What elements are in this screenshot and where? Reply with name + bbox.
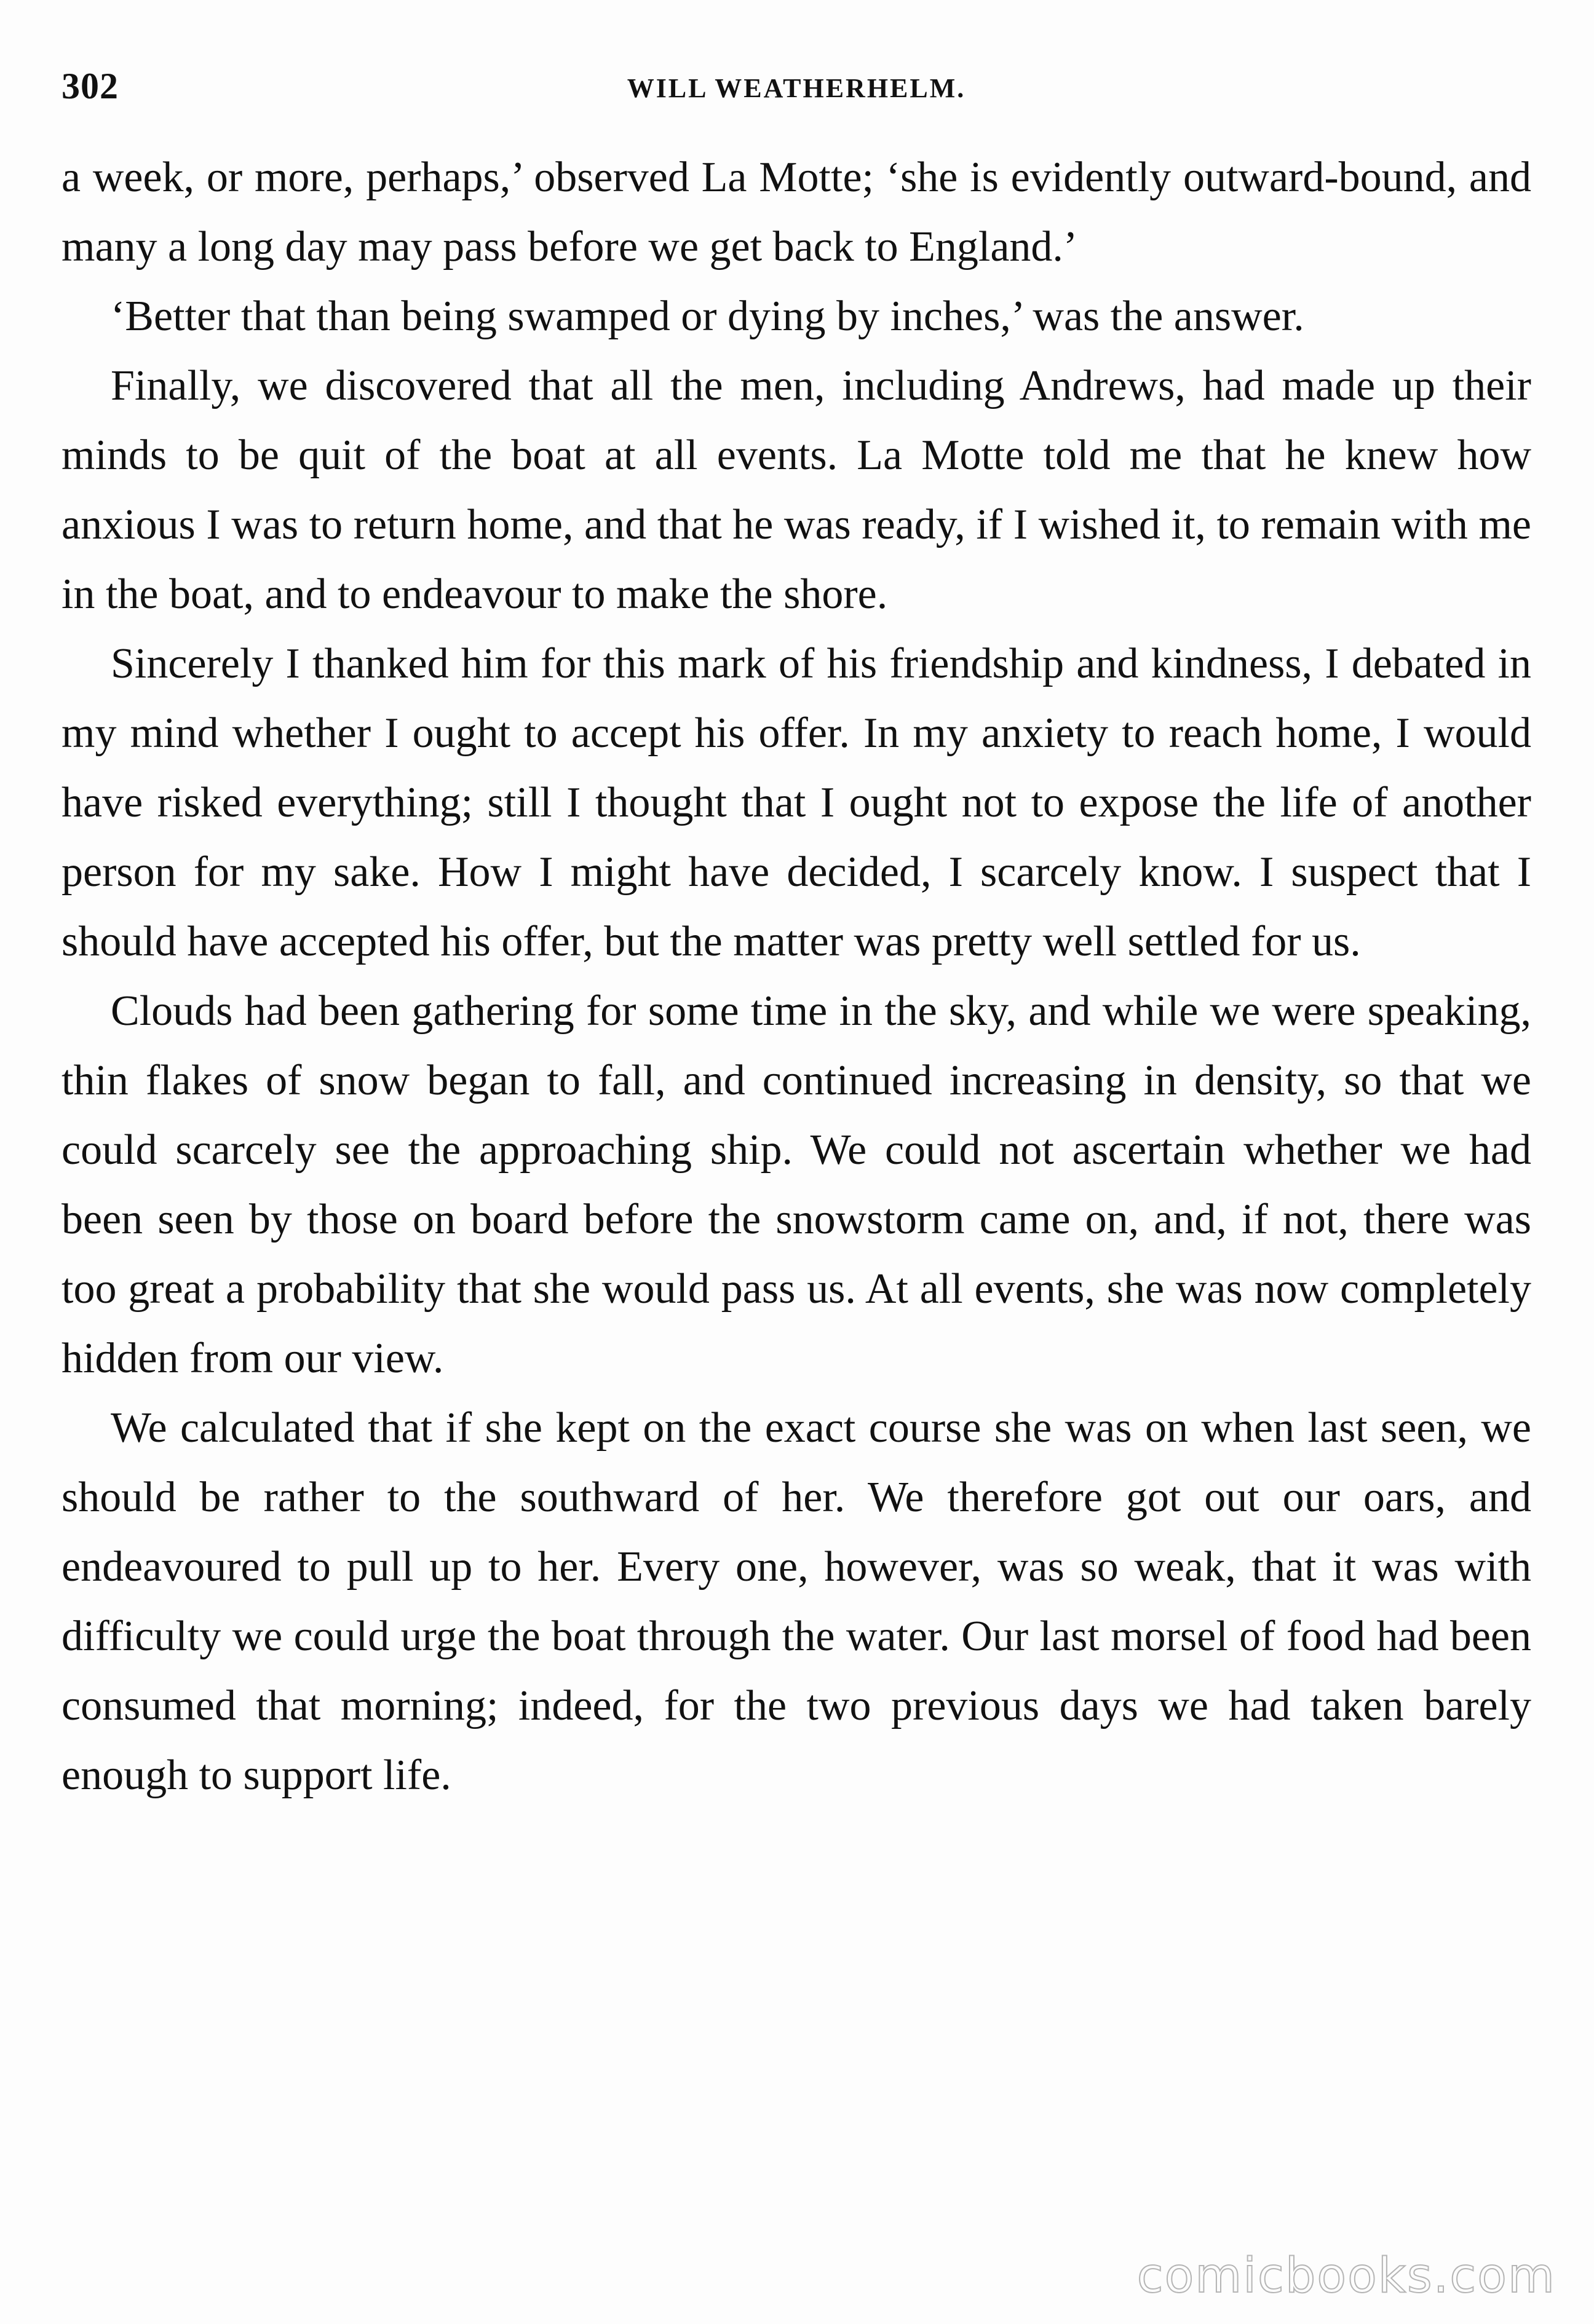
- paragraph-2: ‘Better that than being swamped or dying by inches,’ was the answer.: [111, 293, 1304, 340]
- paragraph-4: Sincerely I thanked him for this mark of his friendship and kindness, I debated in my mind whether I ought to accept his offer. In my anxiety to reach home, I would have risked everything; still I thought that I ought not to expose the life of another person for my sake. How I might have decided, I scarcely know. I suspect that I should have accepted his offer, but the matter was pretty well settled for us.: [61, 640, 1531, 965]
- paragraph-1: a week, or more, perhaps,’ observed La Motte; ‘she is evidently outward-bound, and many a long day may pass before we get back to England.’: [61, 154, 1531, 271]
- page-header: [61, 61, 1531, 111]
- paragraph-3: Finally, we discovered that all the men, including Andrews, had made up their minds to be quit of the boat at all events. La Motte told me that he knew how anxious I was to return home, and that he was ready, if I wished it, to remain with me in the boat, and to endeavour to make the shore.: [61, 362, 1531, 618]
- paragraph-5: Clouds had been gathering for some time in the sky, and while we were speaking, thin flakes of snow began to fall, and continued increasing in density, so that we could scarcely see the approaching ship. We could not ascertain whether we had been seen by those on board before the snowstorm came on, and, if not, there was too great a probability that she would pass us. At all events, she was now completely hidden from our view.: [61, 987, 1531, 1382]
- watermark: comicbooks.com: [1136, 2248, 1556, 2304]
- paragraph-6: We calculated that if she kept on the exact course she was on when last seen, we should be rather to the southward of her. We therefore got out our oars, and endeavoured to pull up to her. Every one, however, was so weak, that it was with difficulty we could urge the boat through the water. Our last morsel of food had been consumed that morning; indeed, for the two previous days we had taken barely enough to support life.: [61, 1404, 1531, 1799]
- page-body: [61, 143, 1531, 1810]
- running-title: WILL WEATHERHELM.: [627, 73, 966, 103]
- page-number: 302: [61, 66, 119, 106]
